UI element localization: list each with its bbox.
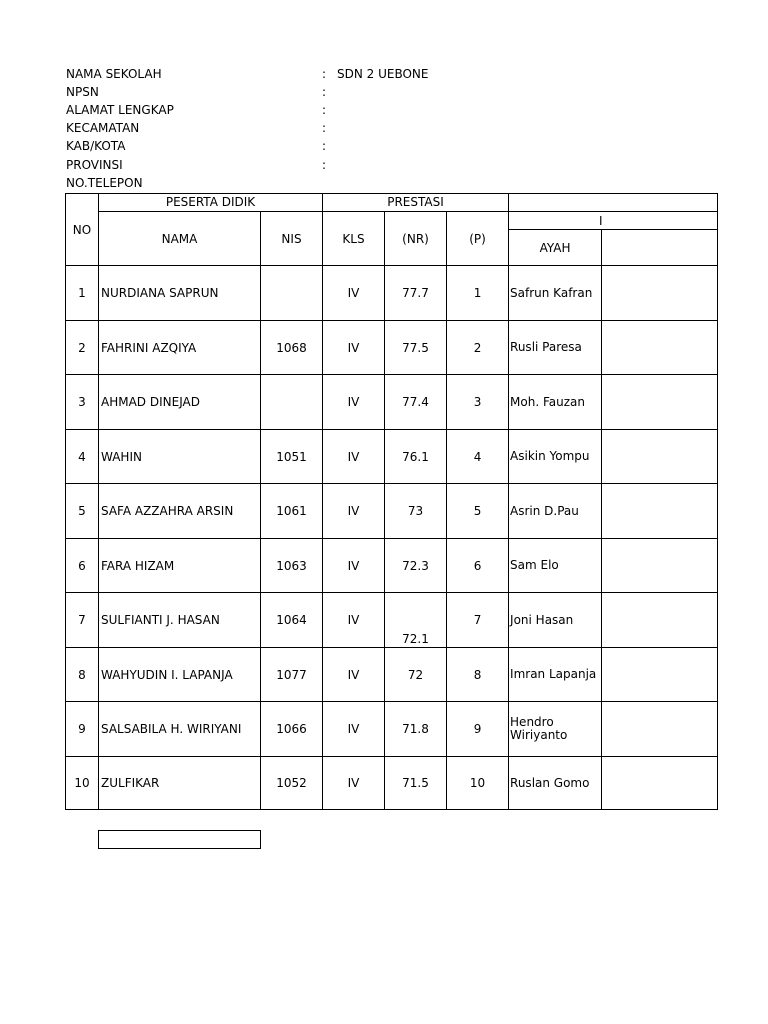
row-ayah: Asikin Yompu — [509, 430, 602, 484]
row-ibu — [602, 702, 718, 757]
row-ibu — [602, 539, 718, 593]
table-row — [66, 539, 718, 593]
row-p: 10 — [447, 757, 509, 810]
row-ayah: Joni Hasan — [509, 593, 602, 648]
row-nis: 1063 — [261, 539, 323, 593]
row-kls: IV — [323, 539, 385, 593]
row-nama: FAHRINI AZQIYA — [99, 321, 261, 375]
table-row — [66, 702, 718, 757]
row-ayah: Ruslan Gomo — [509, 757, 602, 810]
row-nama: FARA HIZAM — [99, 539, 261, 593]
header-p: (P) — [447, 212, 509, 266]
row-p: 7 — [447, 593, 509, 648]
row-p: 1 — [447, 266, 509, 321]
row-p: 5 — [447, 484, 509, 539]
regency-colon: : — [322, 139, 327, 153]
header-row-2 — [66, 212, 718, 230]
header-kls: KLS — [323, 212, 385, 266]
row-nis: 1061 — [261, 484, 323, 539]
row-ibu — [602, 593, 718, 648]
row-ayah: Asrin D.Pau — [509, 484, 602, 539]
row-nr: 77.5 — [385, 321, 447, 375]
row-kls: IV — [323, 430, 385, 484]
row-ibu — [602, 484, 718, 539]
district-colon: : — [322, 121, 327, 135]
row-p: 9 — [447, 702, 509, 757]
row-nama: SALSABILA H. WIRIYANI — [99, 702, 261, 757]
row-ibu — [602, 430, 718, 484]
table-row — [66, 321, 718, 375]
row-nama: SAFA AZZAHRA ARSIN — [99, 484, 261, 539]
row-p: 6 — [447, 539, 509, 593]
row-nama: WAHIN — [99, 430, 261, 484]
row-no: 9 — [66, 702, 99, 757]
header-nama: NAMA — [99, 212, 261, 266]
row-nis — [261, 375, 323, 430]
phone-label: NO.TELEPON — [66, 176, 143, 190]
province-colon: : — [322, 158, 327, 172]
header-ayah: AYAH — [509, 230, 602, 266]
row-nis: 1066 — [261, 702, 323, 757]
row-no: 3 — [66, 375, 99, 430]
row-nr: 72 — [385, 648, 447, 702]
row-kls: IV — [323, 321, 385, 375]
table-row — [66, 484, 718, 539]
header-peserta-didik: PESERTA DIDIK — [99, 194, 323, 212]
header-no: NO — [66, 194, 99, 266]
row-nama: WAHYUDIN I. LAPANJA — [99, 648, 261, 702]
school-name-colon: : — [322, 67, 327, 81]
npsn-colon: : — [322, 85, 327, 99]
row-no: 5 — [66, 484, 99, 539]
row-nama: SULFIANTI J. HASAN — [99, 593, 261, 648]
row-no: 2 — [66, 321, 99, 375]
row-p: 4 — [447, 430, 509, 484]
row-ibu — [602, 266, 718, 321]
row-ayah: Safrun Kafran — [509, 266, 602, 321]
row-ayah: Moh. Fauzan — [509, 375, 602, 430]
npsn-label: NPSN — [66, 85, 99, 99]
school-name-label: NAMA SEKOLAH — [66, 67, 162, 81]
row-nis: 1064 — [261, 593, 323, 648]
header-blank — [509, 194, 718, 212]
student-table — [65, 193, 718, 810]
row-nr — [385, 593, 447, 648]
row-no: 10 — [66, 757, 99, 810]
row-nr: 77.7 — [385, 266, 447, 321]
table-row — [66, 648, 718, 702]
row-nama: NURDIANA SAPRUN — [99, 266, 261, 321]
address-colon: : — [322, 103, 327, 117]
row-ibu — [602, 375, 718, 430]
row-no: 8 — [66, 648, 99, 702]
row-nis: 1052 — [261, 757, 323, 810]
header-parents-label: I — [599, 213, 603, 228]
row-ayah: Hendro Wiriyanto — [509, 702, 602, 757]
row-kls: IV — [323, 593, 385, 648]
header-row-1 — [66, 194, 718, 212]
row-kls: IV — [323, 757, 385, 810]
regency-label: KAB/KOTA — [66, 139, 126, 153]
row-nr: 77.4 — [385, 375, 447, 430]
row-nr: 71.8 — [385, 702, 447, 757]
row-nr-value: 72.1 — [402, 632, 429, 646]
header-nis: NIS — [261, 212, 323, 266]
header-ibu — [602, 230, 718, 266]
row-nr: 73 — [385, 484, 447, 539]
table-row — [66, 375, 718, 430]
row-p: 2 — [447, 321, 509, 375]
row-kls: IV — [323, 648, 385, 702]
row-ayah: Rusli Paresa — [509, 321, 602, 375]
row-p: 3 — [447, 375, 509, 430]
row-kls: IV — [323, 702, 385, 757]
district-label: KECAMATAN — [66, 121, 140, 135]
row-nis: 1077 — [261, 648, 323, 702]
row-ayah: Sam Elo — [509, 539, 602, 593]
row-ayah: Imran Lapanja — [509, 648, 602, 702]
row-ibu — [602, 321, 718, 375]
header-parents-group — [509, 212, 718, 230]
row-nr: 76.1 — [385, 430, 447, 484]
table-row — [66, 266, 718, 321]
row-no: 1 — [66, 266, 99, 321]
header-prestasi: PRESTASI — [323, 194, 509, 212]
row-no: 4 — [66, 430, 99, 484]
row-kls: IV — [323, 484, 385, 539]
province-label: PROVINSI — [66, 158, 123, 172]
address-label: ALAMAT LENGKAP — [66, 103, 174, 117]
table-row — [66, 757, 718, 810]
footer-box — [98, 830, 261, 849]
row-no: 7 — [66, 593, 99, 648]
table-row — [66, 430, 718, 484]
row-nis: 1068 — [261, 321, 323, 375]
school-name-value: SDN 2 UEBONE — [337, 67, 429, 81]
row-ibu — [602, 757, 718, 810]
row-nr: 72.3 — [385, 539, 447, 593]
row-nama: AHMAD DINEJAD — [99, 375, 261, 430]
row-nr: 71.5 — [385, 757, 447, 810]
row-nis — [261, 266, 323, 321]
row-no: 6 — [66, 539, 99, 593]
header-nr: (NR) — [385, 212, 447, 266]
row-kls: IV — [323, 266, 385, 321]
row-nama: ZULFIKAR — [99, 757, 261, 810]
table-row — [66, 593, 718, 648]
row-ibu — [602, 648, 718, 702]
row-nis: 1051 — [261, 430, 323, 484]
row-kls: IV — [323, 375, 385, 430]
row-p: 8 — [447, 648, 509, 702]
